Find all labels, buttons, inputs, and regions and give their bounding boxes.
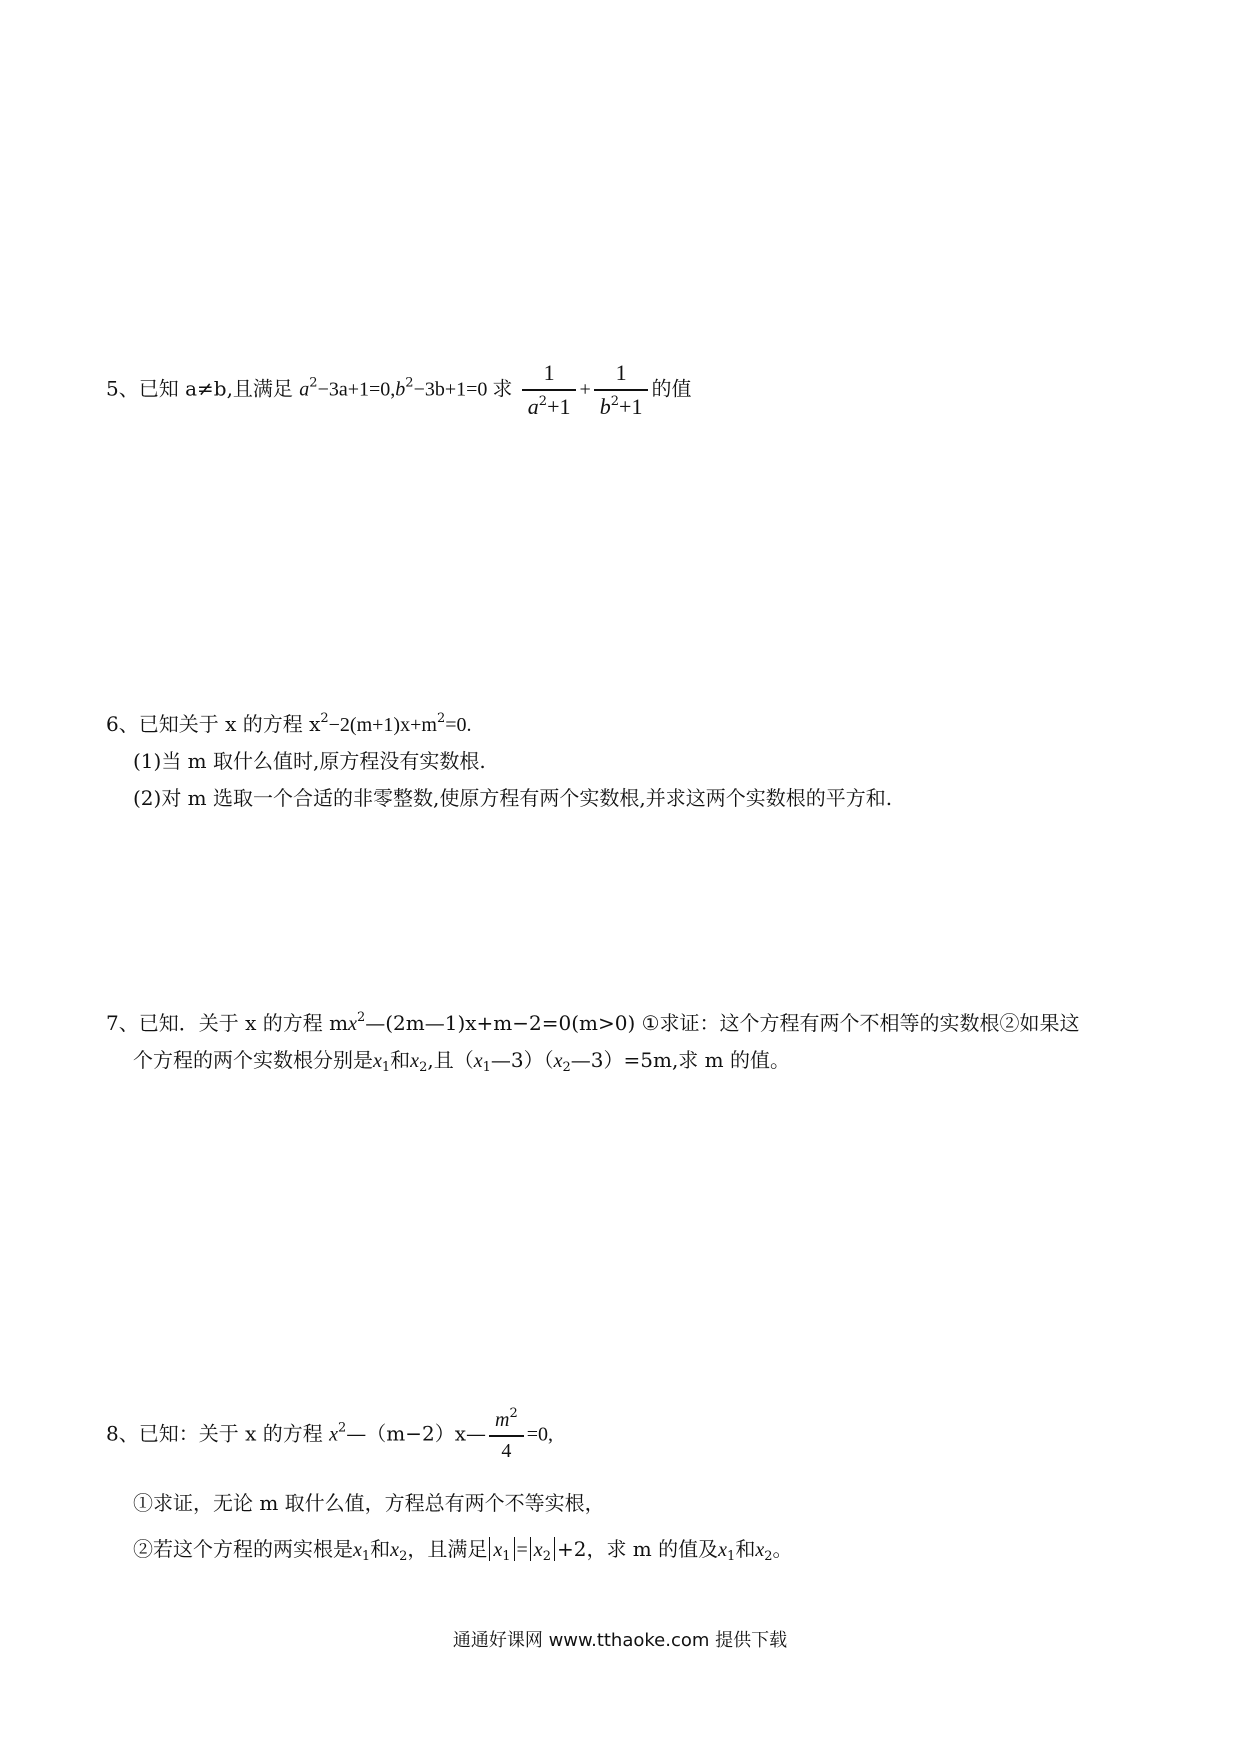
question-6-part-2: (2)对 m 选取一个合适的非零整数,使原方程有两个实数根,并求这两个实数根的平方和.	[133, 786, 893, 810]
subscript: 2	[399, 1549, 408, 1564]
question-8-line-1	[106, 1407, 553, 1463]
var-x: x	[493, 1539, 503, 1561]
fraction-numerator: 1	[594, 360, 649, 391]
exponent: 2	[436, 711, 446, 726]
question-text: —（m−2）x—	[346, 1421, 486, 1446]
question-number: 8、	[106, 1421, 139, 1446]
var-b: b	[395, 378, 406, 401]
question-6-part-1: (1)当 m 取什么值时,原方程没有实数根.	[133, 749, 486, 773]
exponent: 2	[405, 375, 414, 391]
subscript: 1	[502, 1549, 511, 1564]
fraction-denominator: 4	[501, 1440, 512, 1462]
subscript: 1	[361, 1549, 371, 1564]
var-x: x	[718, 1539, 728, 1561]
var-x: x	[755, 1539, 765, 1561]
exponent: 2	[320, 711, 329, 726]
question-text: 的值	[651, 376, 692, 401]
question-text: ，且满足	[407, 1537, 488, 1561]
plus-sign: +	[579, 378, 591, 401]
var-x: x	[353, 1539, 362, 1561]
question-text: 和	[370, 1537, 391, 1561]
question-number: 5、	[106, 376, 139, 401]
question-text: 个方程的两个实数根分别是	[133, 1048, 373, 1072]
equation-text: =0.	[445, 714, 472, 736]
subscript: 1	[482, 1060, 491, 1075]
var-x: x	[348, 1013, 357, 1035]
question-5-line	[106, 360, 691, 420]
question-7-line-2	[133, 1044, 790, 1073]
plus-one: +1	[619, 394, 643, 419]
subscript: 2	[764, 1549, 773, 1564]
var-x: x	[373, 1050, 382, 1072]
var-a: a	[527, 394, 539, 419]
question-6-line-1	[106, 708, 472, 737]
question-text: 。	[772, 1537, 793, 1561]
subscript: 2	[562, 1060, 571, 1075]
var-b: b	[599, 394, 611, 419]
question-number: 7、	[106, 1011, 139, 1035]
subscript: 2	[542, 1549, 551, 1564]
equals-sign: =	[516, 1539, 528, 1561]
question-text: 已知．关于 x 的方程 m	[138, 1011, 349, 1035]
question-text: 和	[735, 1537, 756, 1561]
question-text: 已知关于 x 的方程 x	[138, 712, 321, 736]
question-text: ,且（	[427, 1048, 474, 1072]
question-text: 和	[390, 1048, 411, 1072]
abs-x1	[489, 1537, 514, 1564]
var-x: x	[390, 1539, 400, 1561]
question-text: ②若这个方程的两实根是	[133, 1537, 353, 1561]
var-a: a	[299, 378, 310, 401]
exponent: 2	[610, 394, 620, 409]
abs-x2	[530, 1537, 555, 1564]
question-8-part-1: ①求证，无论 m 取什么值，方程总有两个不等实根，	[133, 1491, 605, 1515]
equation-text: =0,	[526, 1423, 554, 1446]
equation-text: −3b+1=0 求	[413, 378, 513, 401]
subscript: 2	[419, 1060, 428, 1075]
exponent: 2	[356, 1010, 366, 1025]
exponent: 2	[337, 1420, 347, 1436]
question-text: +2，求 m 的值及	[556, 1537, 719, 1561]
var-x: x	[553, 1050, 563, 1072]
var-m: m	[495, 1409, 510, 1431]
plus-one: +1	[547, 394, 571, 419]
question-text: —3）=5m,求 m 的值。	[570, 1048, 790, 1072]
exponent: 2	[309, 375, 318, 391]
var-x: x	[533, 1539, 543, 1561]
subscript: 1	[381, 1060, 391, 1075]
question-text: —(2m—1)x+m−2=0(m>0) ①求证：这个方程有两个不相等的实数根②如果这	[365, 1011, 1080, 1035]
fraction-a	[522, 360, 577, 420]
page-footer: 通通好课网 www.tthaoke.com 提供下载	[452, 1630, 788, 1651]
exponent: 2	[509, 1406, 518, 1421]
question-number: 6、	[106, 712, 139, 736]
question-7-line-1	[106, 1007, 1080, 1036]
subscript: 1	[727, 1549, 736, 1564]
equation-text: −3a+1=0,	[317, 378, 396, 401]
var-x: x	[329, 1423, 338, 1446]
question-text: 已知：关于 x 的方程	[138, 1421, 323, 1446]
fraction-m2-over-4	[489, 1407, 524, 1463]
question-text: —3）（	[490, 1048, 554, 1072]
fraction-numerator: 1	[522, 360, 577, 391]
var-x: x	[410, 1050, 420, 1072]
var-x: x	[473, 1050, 483, 1072]
question-8-part-2	[133, 1533, 792, 1562]
question-text: 已知 a≠b,且满足	[138, 376, 293, 401]
equation-text: −2(m+1)x+m	[328, 714, 437, 736]
exponent: 2	[538, 394, 548, 409]
fraction-b	[594, 360, 649, 420]
